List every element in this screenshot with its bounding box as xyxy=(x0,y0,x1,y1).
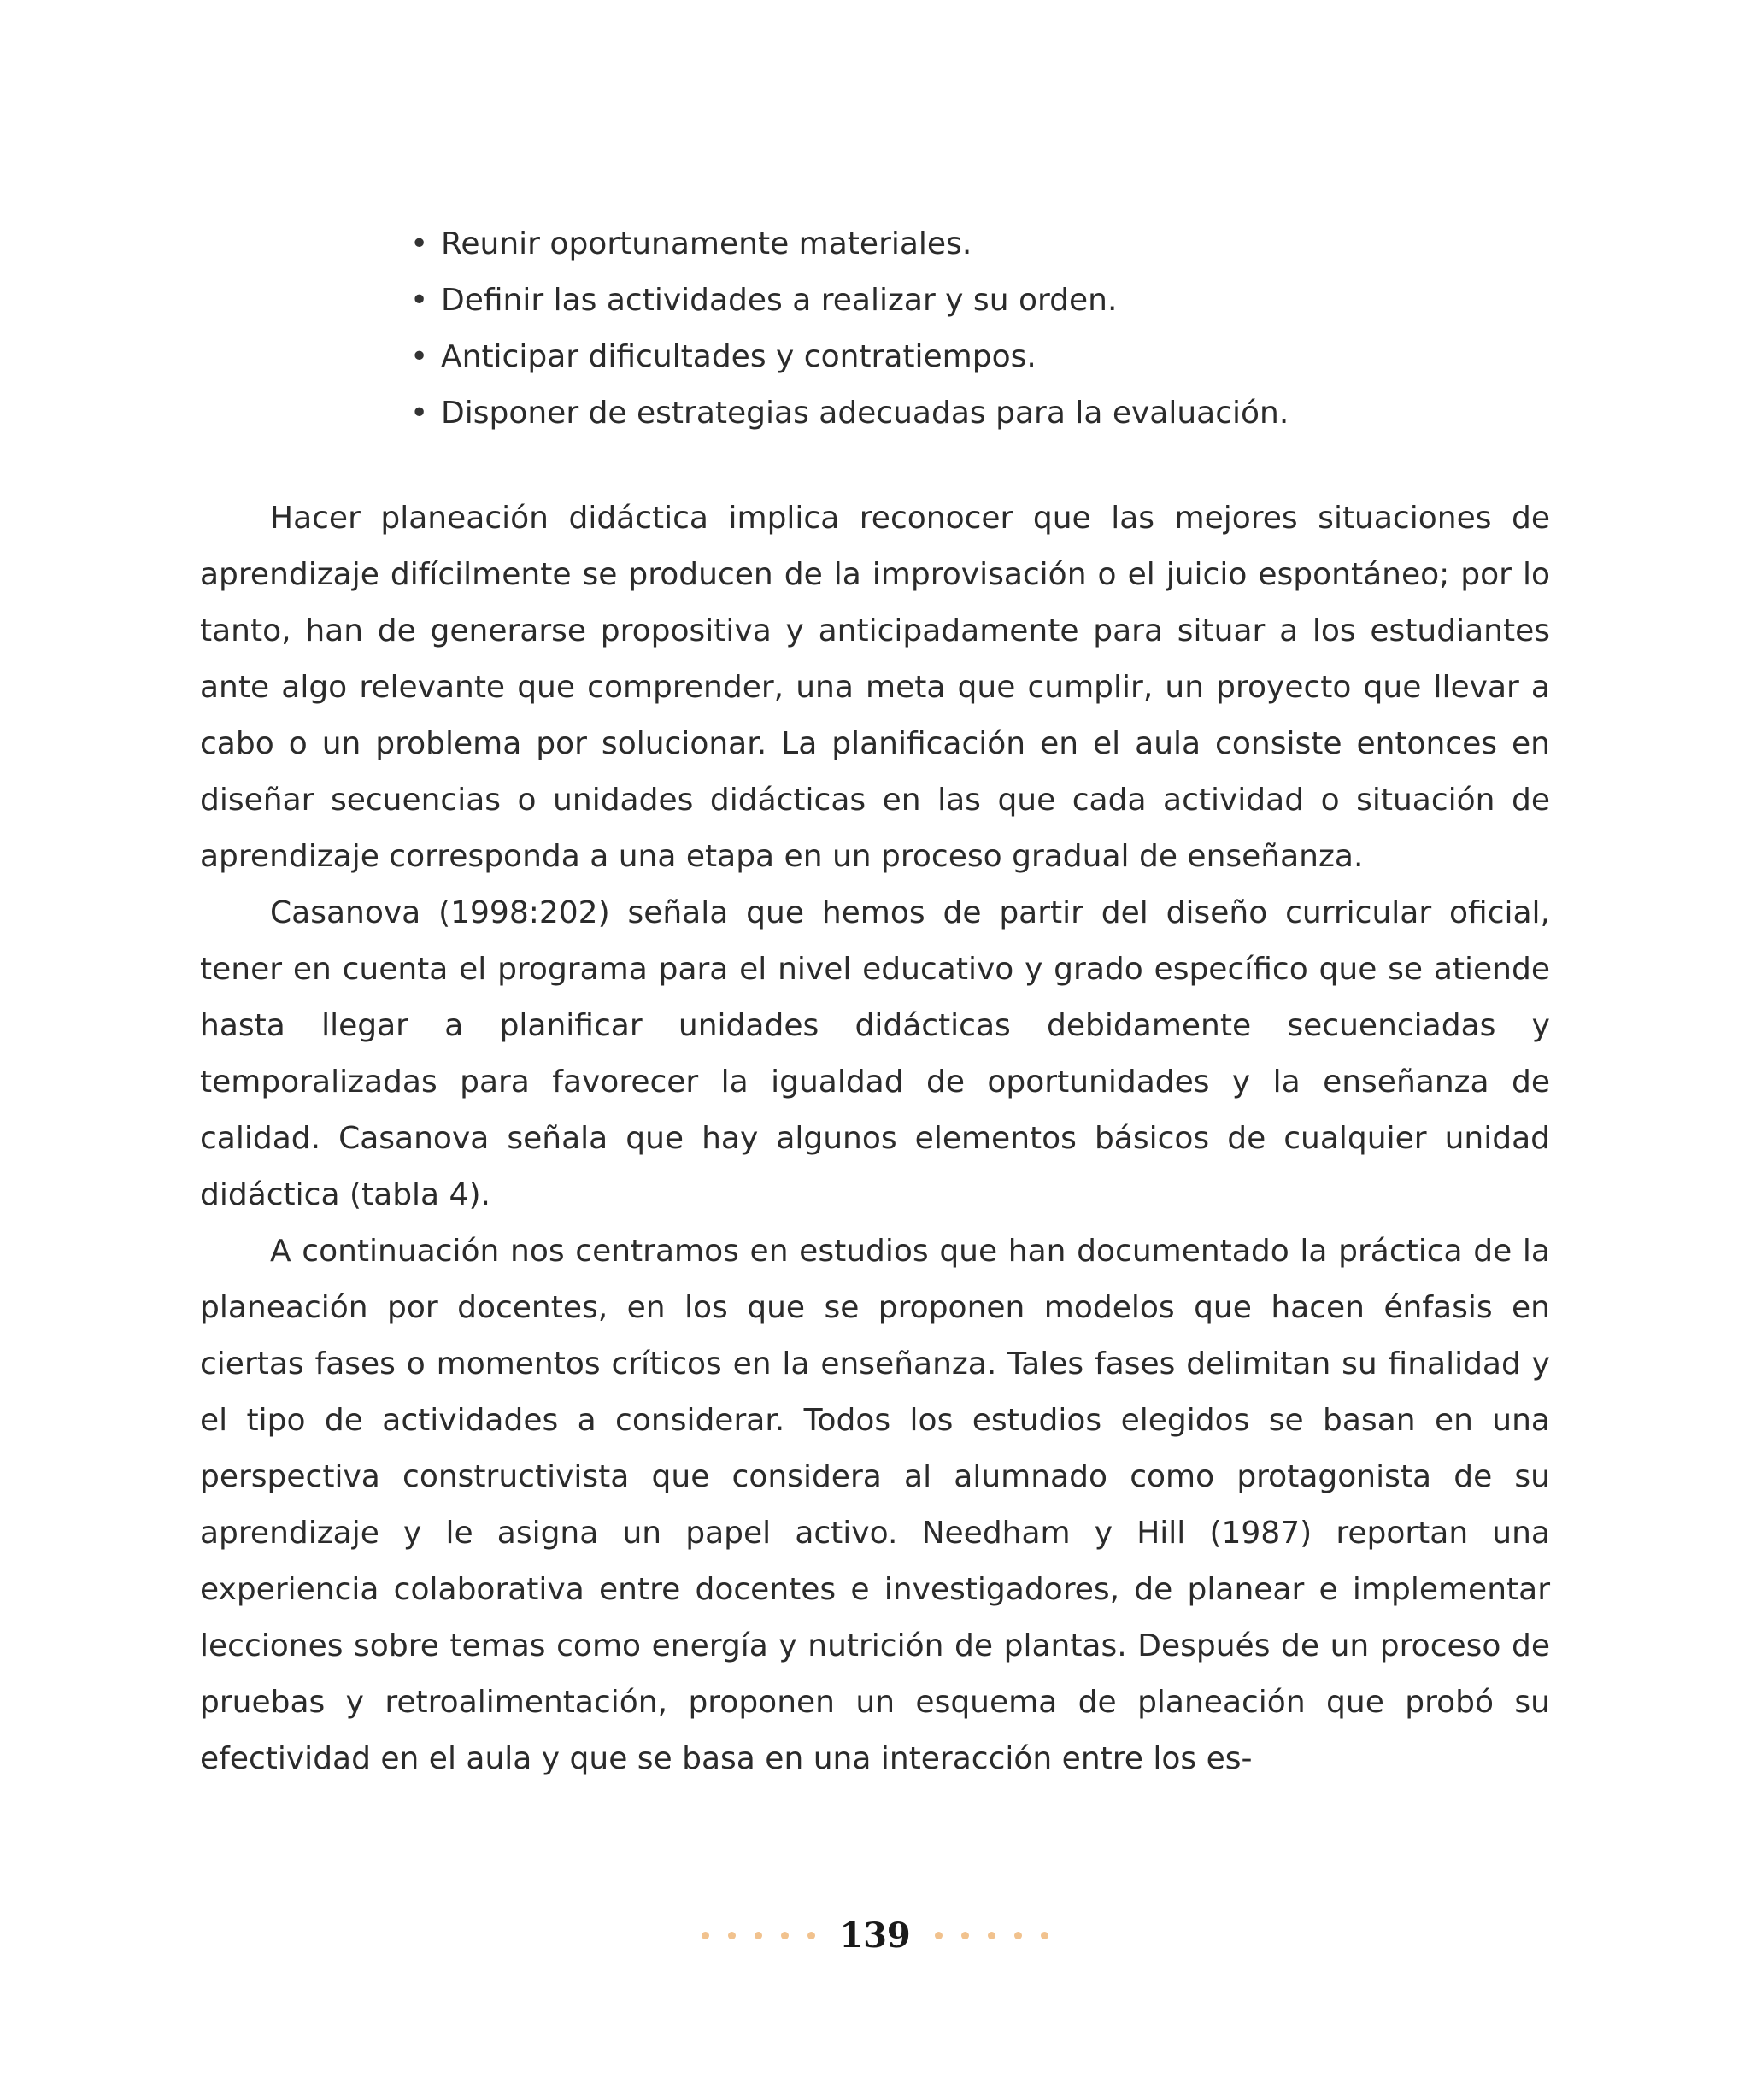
paragraph: Casanova (1998:202) señala que hemos de partir del diseño curricular oficial, tener en cuenta el programa para el nivel educativo y grado específico que se atiende hasta llegar a planificar unidades didácticas debidamente secuenciadas y temporalizadas para favorecer la igualdad de oportunidades y la enseñanza de calidad. Casanova señala que hay algunos elementos básicos de cualquier unidad didáctica (tabla 4). xyxy=(200,895,1550,1212)
dot-icon xyxy=(988,1932,995,1939)
dot-icon xyxy=(1014,1932,1022,1939)
bullet-item xyxy=(410,385,1521,442)
bullet-item xyxy=(410,273,1521,329)
dot-icon xyxy=(781,1932,789,1939)
paragraph: Hacer planeación didáctica implica reconocer que las mejores situaciones de aprendizaje difícilmente se producen de la improvisación o el juicio espontáneo; por lo tanto, han de generarse propositiva y anticipadamente para situar a los estudiantes ante algo relevante que comprender, una meta que cumplir, un proyecto que llevar a cabo o un problema por solucionar. La planificación en el aula consiste entonces en diseñar secuencias o unidades didácticas en las que cada actividad o situación de aprendizaje corresponda a una etapa en un proceso gradual de enseñanza. xyxy=(200,501,1550,874)
body-text xyxy=(200,490,1550,1787)
dot-icon xyxy=(1041,1932,1048,1939)
dot-icon xyxy=(807,1932,815,1939)
bullet-icon: • xyxy=(410,226,429,261)
bullet-text: Disponer de estrategias adecuadas para la evaluación. xyxy=(441,396,1289,431)
decorative-dots-left xyxy=(702,1932,815,1939)
decorative-dots-right xyxy=(935,1932,1048,1939)
bullet-item xyxy=(410,329,1521,385)
page-footer xyxy=(0,1905,1750,1965)
bullet-text: Anticipar dificultades y contratiempos. xyxy=(441,339,1036,374)
dot-icon xyxy=(755,1932,762,1939)
bullet-icon: • xyxy=(410,283,429,318)
paragraph: A continuación nos centramos en estudios que han documentado la práctica de la planeación por docentes, en los que se proponen modelos que hacen énfasis en ciertas fases o momentos críticos en la enseñanza. Tales fases delimitan su finalidad y el tipo de actividades a considerar. Todos los estudios elegidos se basan en una perspectiva constructivista que considera al alumnado como protagonista de su aprendizaje y le asigna un papel activo. Needham y Hill (1987) reportan una experiencia colaborativa entre docentes e investigadores, de planear e implementar lecciones sobre temas como energía y nutrición de plantas. Después de un proceso de pruebas y retroalimentación, proponen un esquema de planeación que probó su efectividad en el aula y que se basa en una interacción entre los es- xyxy=(200,1234,1550,1776)
dot-icon xyxy=(935,1932,943,1939)
bullet-list xyxy=(410,216,1521,442)
dot-icon xyxy=(728,1932,736,1939)
dot-icon xyxy=(702,1932,709,1939)
bullet-icon: • xyxy=(410,339,429,374)
dot-icon xyxy=(961,1932,969,1939)
page-number: 139 xyxy=(839,1915,911,1956)
bullet-icon: • xyxy=(410,396,429,431)
bullet-text: Definir las actividades a realizar y su orden. xyxy=(441,283,1118,318)
bullet-text: Reunir oportunamente materiales. xyxy=(441,226,972,261)
bullet-item xyxy=(410,216,1521,273)
